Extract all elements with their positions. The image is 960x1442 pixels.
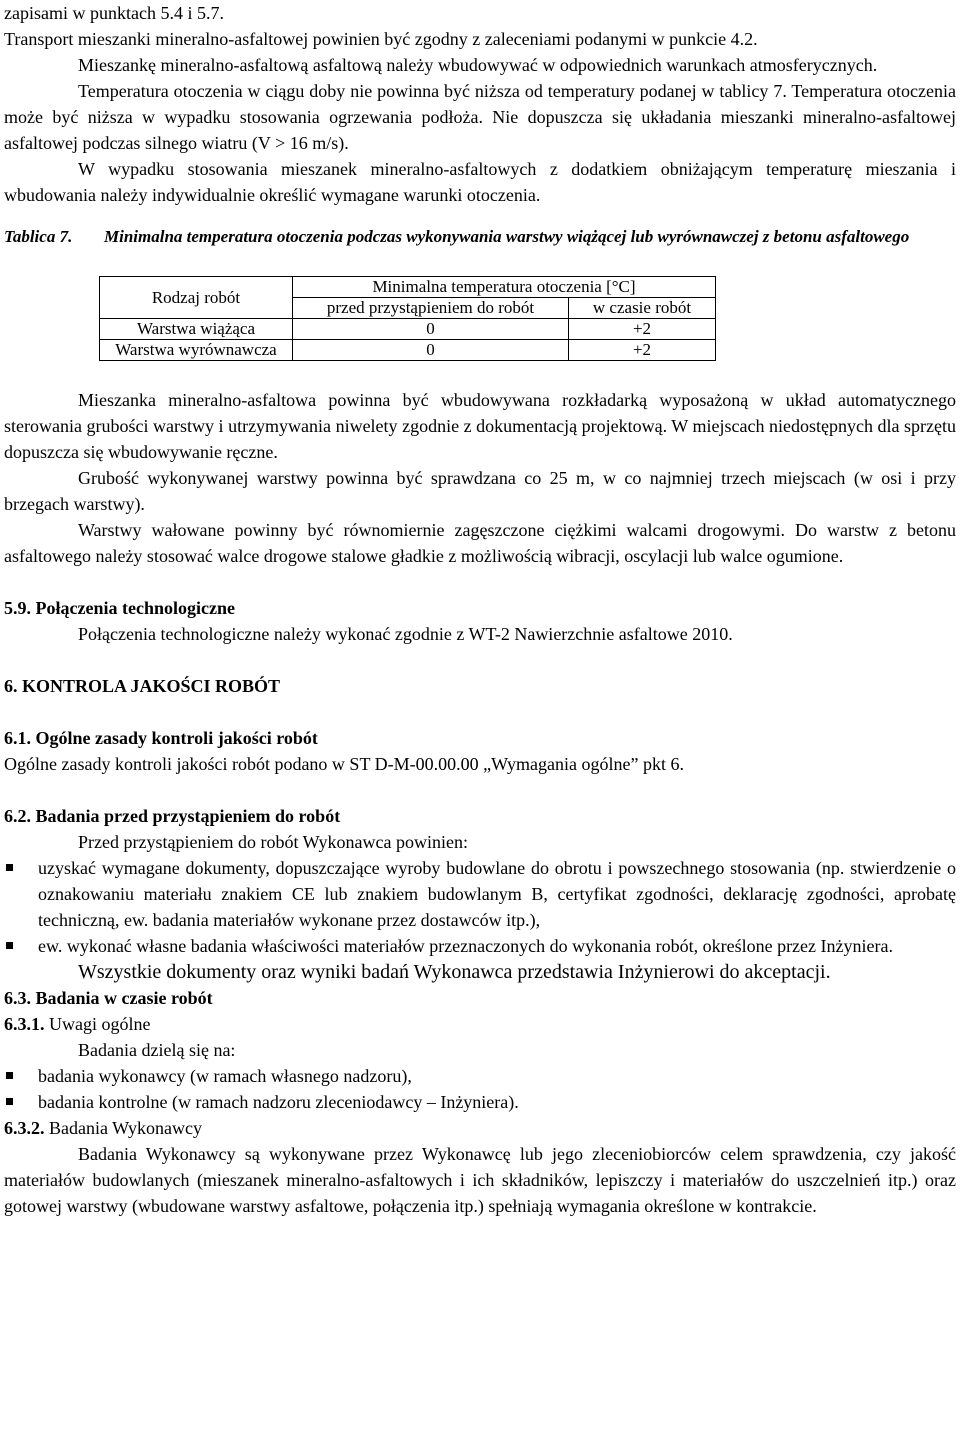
paragraph-thickness: Grubość wykonywanej warstwy powinna być sprawdzana co 25 m, w co najmniej trzech miejscach (w osi i przy brzegach warstwy). — [4, 468, 956, 514]
section-6-3-1-number: 6.3.1. — [4, 1014, 45, 1034]
paragraph-temperature: Temperatura otoczenia w ciągu doby nie powinna być niższa od temperatury podanej w tablicy 7. Temperatura otoczenia może być niższa w wypadku stosowania ogrzewania podłoża. Nie dopuszcza się układania mieszanki mineralno-asfaltowej asfaltowej podczas silnego wiatru (V > 16 m/s). — [4, 81, 956, 153]
table-label: Tablica 7. — [4, 227, 73, 246]
paragraph-conditions: Mieszankę mineralno-asfaltową asfaltową należy wbudowywać w odpowiednich warunkach atmosferycznych. — [78, 55, 878, 75]
section-6-3-2-number: 6.3.2. — [4, 1118, 45, 1138]
table-header-group: Minimalna temperatura otoczenia [°C] — [293, 277, 716, 298]
table-cell-during: +2 — [569, 319, 716, 340]
section-6-2-intro: Przed przystąpieniem do robót Wykonawca powinien: — [78, 832, 468, 852]
section-6-3-2-title: Badania Wykonawcy — [49, 1118, 203, 1138]
section-6-3-1-heading — [4, 1011, 956, 1037]
paragraph-continuation: zapisami w punktach 5.4 i 5.7. — [4, 3, 224, 23]
table-caption — [4, 224, 956, 250]
section-6-2-closing: Wszystkie dokumenty oraz wyniki badań Wykonawca przedstawia Inżynierowi do akceptacji. — [78, 961, 831, 983]
table-caption-text: Minimalna temperatura otoczenia podczas wykonywania warstwy wiążącej lub wyrównawczej z betonu asfaltowego — [104, 227, 910, 246]
section-6-3-2-text: Badania Wykonawcy są wykonywane przez Wykonawcę lub jego zleceniobiorców celem sprawdzenia, czy jakość materiałów budowlanych (mieszanek mineralno-asfaltowych i ich składników, lepiszczy i materiałów do uszczelnień itp.) oraz gotowej warstwy (wbudowane warstwy asfaltowe, połączenia itp.) spełniają wymagania określone w kontrakcie. — [4, 1144, 956, 1216]
section-6-2-list — [4, 855, 956, 959]
table-header-kind: Rodzaj robót — [100, 277, 293, 319]
list-item: uzyskać wymagane dokumenty, dopuszczające wyroby budowlane do obrotu i powszechnego stosowania (np. stwierdzenie o oznakowaniu materiału znakiem CE lub znakiem budowlanym B, certyfikat zgodności, deklarację zgodności, aprobatę techniczną, ew. badania materiałów wykonane przez dostawców itp.), — [4, 855, 956, 933]
table-cell-before: 0 — [293, 319, 569, 340]
list-item: ew. wykonać własne badania właściwości materiałów przeznaczonych do wykonania robót, określone przez Inżyniera. — [4, 933, 956, 959]
section-6-3-2-heading — [4, 1115, 956, 1141]
paragraph-rolling: Warstwy wałowane powinny być równomiernie zagęszczone ciężkimi walcami drogowymi. Do warstw z betonu asfaltowego należy stosować walce drogowe stalowe gładkie z możliwością wibracji, oscylacji lub walce ogumione. — [4, 520, 956, 566]
square-bullet-icon — [6, 864, 13, 871]
table-row — [100, 319, 716, 340]
table-row — [100, 340, 716, 361]
paragraph-paver: Mieszanka mineralno-asfaltowa powinna być wbudowywana rozkładarką wyposażoną w układ automatycznego sterowania grubości warstwy i utrzymywania niwelety zgodnie z dokumentacją projektową. W miejscach niedostępnych dla sprzętu dopuszcza się wbudowywanie ręczne. — [4, 390, 956, 462]
list-item: badania kontrolne (w ramach nadzoru zleceniodawcy – Inżyniera). — [4, 1089, 956, 1115]
table-cell-during: +2 — [569, 340, 716, 361]
section-6-3-1-list — [4, 1063, 956, 1115]
table-cell-kind: Warstwa wiążąca — [100, 319, 293, 340]
temperature-table — [99, 276, 716, 361]
section-6-3-heading: 6.3. Badania w czasie robót — [4, 988, 213, 1008]
paragraph-additive: W wypadku stosowania mieszanek mineralno-asfaltowych z dodatkiem obniżającym temperaturę mieszania i wbudowania należy indywidualnie określić wymagane warunki otoczenia. — [4, 159, 956, 205]
table-header-before: przed przystąpieniem do robót — [293, 298, 569, 319]
table-cell-kind: Warstwa wyrównawcza — [100, 340, 293, 361]
section-6-1-heading: 6.1. Ogólne zasady kontroli jakości robót — [4, 728, 318, 748]
list-item: badania wykonawcy (w ramach własnego nadzoru), — [4, 1063, 956, 1089]
square-bullet-icon — [6, 1072, 13, 1079]
section-6-2-heading: 6.2. Badania przed przystąpieniem do robót — [4, 806, 341, 826]
paragraph-transport: Transport mieszanki mineralno-asfaltowej powinien być zgodny z zaleceniami podanymi w punkcie 4.2. — [4, 29, 758, 49]
square-bullet-icon — [6, 942, 13, 949]
section-5-9-text: Połączenia technologiczne należy wykonać zgodnie z WT-2 Nawierzchnie asfaltowe 2010. — [78, 624, 733, 644]
square-bullet-icon — [6, 1098, 13, 1105]
section-5-9-heading: 5.9. Połączenia technologiczne — [4, 598, 235, 618]
section-6-1-text: Ogólne zasady kontroli jakości robót podano w ST D-M-00.00.00 „Wymagania ogólne” pkt 6. — [4, 754, 684, 774]
table-cell-before: 0 — [293, 340, 569, 361]
table-header-during: w czasie robót — [569, 298, 716, 319]
section-6-3-1-intro: Badania dzielą się na: — [78, 1040, 236, 1060]
section-6-3-1-title: Uwagi ogólne — [49, 1014, 151, 1034]
section-6-heading: 6. KONTROLA JAKOŚCI ROBÓT — [4, 676, 281, 696]
